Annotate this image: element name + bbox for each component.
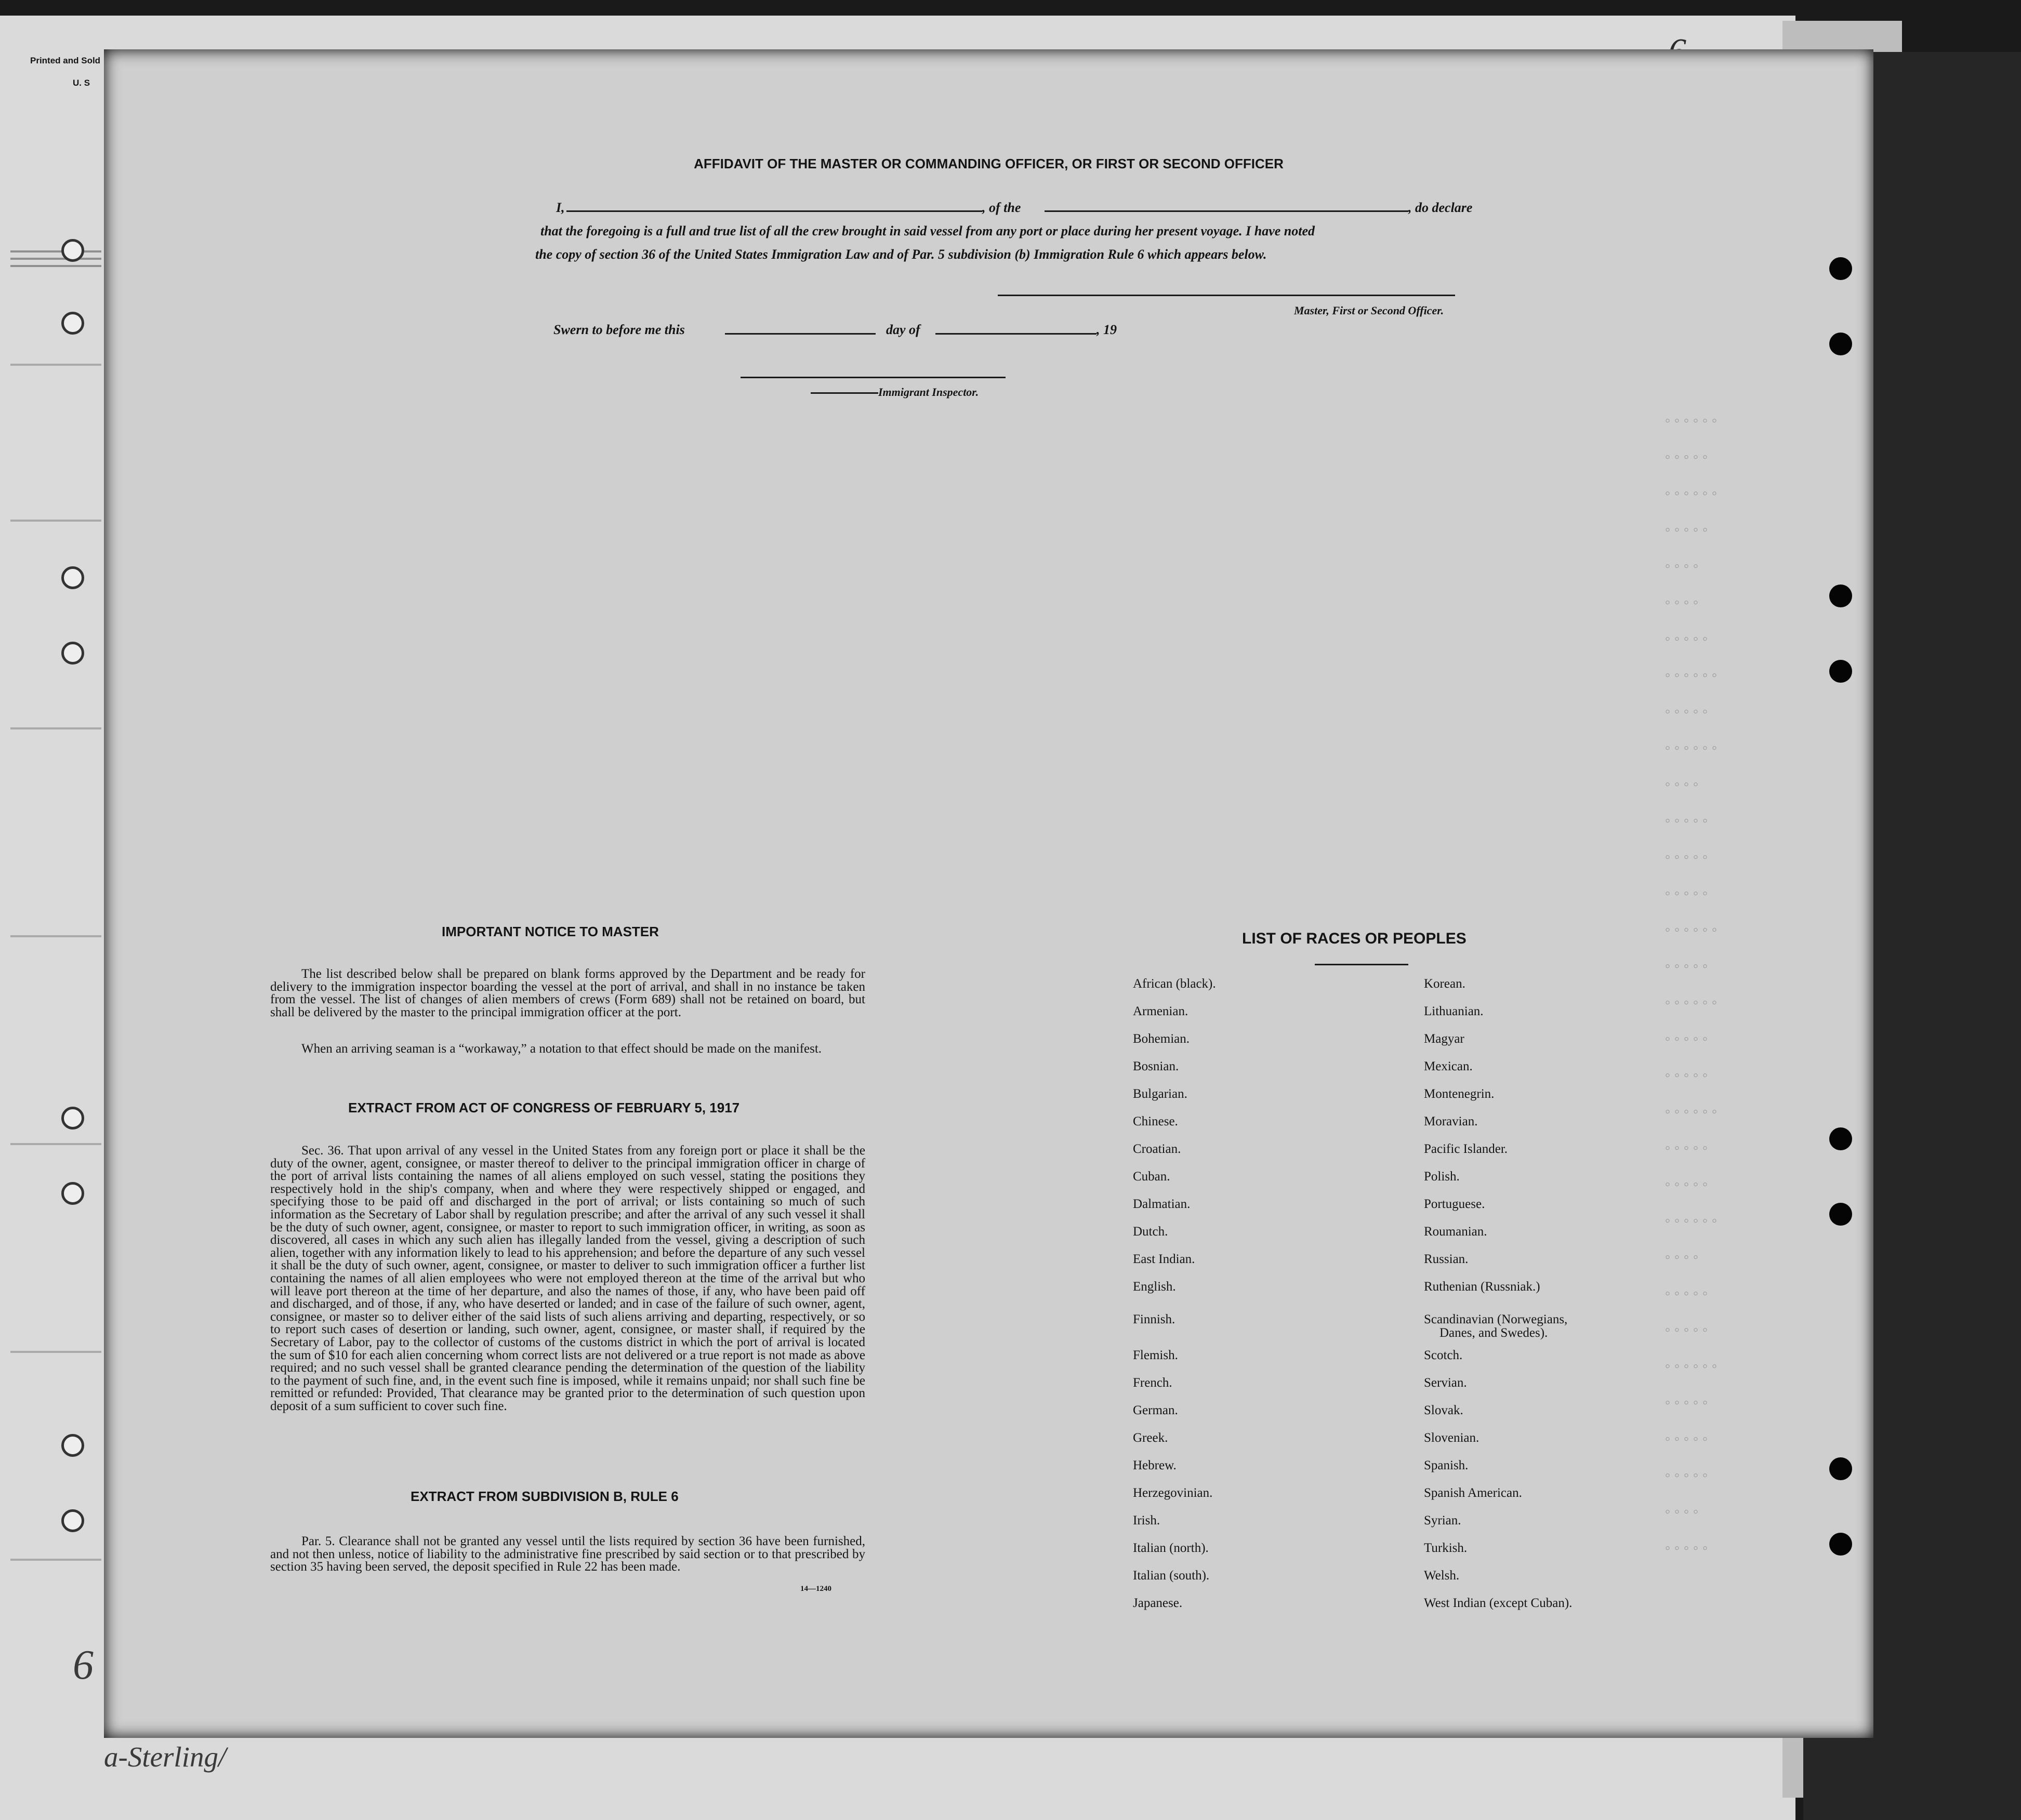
race-item: Bulgarian. [1133, 1087, 1187, 1101]
binder-ring-hole [61, 239, 84, 262]
binder-ring-hole [61, 1509, 84, 1532]
races-title-underline [1315, 964, 1408, 965]
punch-hole [1829, 1203, 1852, 1226]
bottom-margin-scribble: 6 [73, 1642, 94, 1688]
race-item: Flemish. [1133, 1348, 1178, 1362]
binder-ring-hole [61, 1182, 84, 1205]
printed-and-sold-note: Printed and Sold [30, 56, 101, 65]
race-item: Finnish. [1133, 1312, 1175, 1326]
race-item: Hebrew. [1133, 1458, 1177, 1472]
race-item: Roumanian. [1424, 1225, 1487, 1239]
race-item: Polish. [1424, 1170, 1460, 1184]
bottom-signature: a-Sterling/ [104, 1741, 227, 1773]
punch-hole [1829, 660, 1852, 683]
affidavit-line3: the copy of section 36 of the United States Immigration Law and of Par. 5 subdivision (b) Immigration Rule 6 which appears below. [535, 247, 1267, 262]
race-item: Croatian. [1133, 1142, 1181, 1156]
binder-ring-hole [61, 1107, 84, 1130]
sworn-day-line [725, 333, 876, 335]
race-item: Welsh. [1424, 1569, 1460, 1583]
extract-act-body [270, 1145, 865, 1413]
sworn-month-line [935, 333, 1097, 335]
race-item: Scotch. [1424, 1348, 1463, 1362]
race-item: Magyar [1424, 1032, 1464, 1046]
us-mark: U. S [73, 78, 90, 88]
inspector-dash-line [811, 392, 878, 394]
affidavit-line1-of-the: , of the [982, 200, 1021, 215]
punch-hole [1829, 584, 1852, 607]
sworn-prefix: Swern to before me this [553, 322, 685, 337]
race-item: Dalmatian. [1133, 1197, 1191, 1211]
race-item: Russian. [1424, 1252, 1469, 1266]
race-item: Herzegovinian. [1133, 1486, 1213, 1500]
race-item: Montenegrin. [1424, 1087, 1495, 1101]
races-title: LIST OF RACES OR PEOPLES [1242, 930, 1467, 947]
race-item: Chinese. [1133, 1114, 1178, 1128]
form-number: 14—1240 [800, 1585, 831, 1593]
affidavit-line1-i: I, [556, 200, 565, 215]
punch-hole [1829, 1127, 1852, 1150]
race-item: Mexican. [1424, 1059, 1473, 1073]
race-item: Japanese. [1133, 1596, 1183, 1610]
affidavit-title: AFFIDAVIT OF THE MASTER OR COMMANDING OFFICER, OR FIRST OR SECOND OFFICER [694, 156, 1284, 171]
race-item: Pacific Islander. [1424, 1142, 1508, 1156]
affidavit-line2: that the foregoing is a full and true list of all the crew brought in said vessel from any port or place during her present voyage. I have noted [540, 223, 1315, 238]
extract-rule-title: EXTRACT FROM SUBDIVISION B, RULE 6 [411, 1489, 679, 1504]
master-name-line [566, 210, 982, 212]
race-item: English. [1133, 1280, 1176, 1294]
sec-label: Sec. 36. [301, 1144, 344, 1158]
race-item: Servian. [1424, 1376, 1467, 1390]
race-item: East Indian. [1133, 1252, 1195, 1266]
punch-hole [1829, 257, 1852, 280]
binder-ring-hole [61, 1434, 84, 1457]
binder-ring-hole [61, 566, 84, 589]
race-item: Spanish. [1424, 1458, 1469, 1472]
race-item: German. [1133, 1403, 1178, 1417]
race-item: Italian (south). [1133, 1569, 1210, 1583]
master-signature-line [998, 295, 1455, 296]
affidavit-line1-do-declare: , do declare [1408, 200, 1473, 215]
race-item: Slovenian. [1424, 1431, 1480, 1445]
sworn-day-of: day of [886, 322, 920, 337]
race-item: Spanish American. [1424, 1486, 1522, 1500]
sec-body: That upon arrival of any vessel in the United States from any foreign port or place it shall be the duty of the owner, agent, consignee, or master thereof to deliver to the principal immigration officer in charge of the port of arrival lists containing the names of all aliens employed on such vessel, stating the positions they respectively hold in the ship's company, when and where they were respectively shipped or engaged, and specifying those to be paid off and discharged in the port of arrival; or lists containing so much of such information as the Secretary of Labor shall by regulation prescribe; and after the arrival of any such vessel it shall be the duty of such owner, agent, consignee, or master to report to such immigration officer, in writing, as soon as discovered, all cases in which any such alien has illegally landed from the vessel, giving a description of such alien, together with any information likely to lead to his apprehension; and before the departure of any such vessel it shall be the duty of such owner, agent, consignee, or master to deliver to such immigration officer a further list containing the names of all alien employees who were not employed thereon at the time of the arrival but who will leave port thereon at the time of her departure, and also the names of those, if any, who have been paid off and discharged, and of those, if any, who have deserted or landed; and in case of the failure of such owner, agent, consignee, or master so to deliver either of the said lists of such aliens arriving and departing, respectively, or so to report such cases of desertion or landing, such owner, agent, consignee, or master shall, if required by the Secretary of Labor, pay to the collector of customs of the customs district in which the port of arrival is located the sum of $10 for each alien concerning whom correct lists are not delivered or a true report is not made as above required; and no such vessel shall be granted clearance pending the determination of the question of the liability to the payment of such fine, and, in the event such fine is imposed, while it remains unpaid; nor shall such fine be remitted or refunded: Provided, That clearance may be granted prior to the determination of such question upon deposit of a sum sufficient to cover such fine. [270, 1144, 865, 1413]
race-item-continuation: Danes, and Swedes). [1439, 1326, 1548, 1340]
race-item: Scandinavian (Norwegians, [1424, 1312, 1568, 1326]
vessel-name-line [1045, 210, 1408, 212]
race-item: Armenian. [1133, 1004, 1188, 1018]
race-item: Portuguese. [1424, 1197, 1485, 1211]
binder-ring-hole [61, 642, 84, 665]
punch-hole [1829, 1457, 1852, 1480]
sworn-year: , 19 [1097, 322, 1117, 337]
punch-hole [1829, 1533, 1852, 1556]
race-item: Korean. [1424, 977, 1465, 991]
race-item: Irish. [1133, 1513, 1160, 1527]
race-item: Dutch. [1133, 1225, 1168, 1239]
race-item: West Indian (except Cuban). [1424, 1596, 1573, 1610]
inspector-signature-line [741, 377, 1006, 378]
notice-title: IMPORTANT NOTICE TO MASTER [442, 924, 659, 939]
notice-para2: When an arriving seaman is a “workaway,” a notation to that effect should be made on the manifest. [301, 1042, 822, 1056]
notice-para1: The list described below shall be prepared on blank forms approved by the Department and be ready for delivery to the immigration inspector boarding the vessel at the port of arrival, and shall in no instance be taken from the vessel. The list of changes of alien members of crews (Form 689) shall not be retained on board, but shall be delivered by the master to the principal immigration officer at the port. [270, 967, 865, 1019]
race-item: Greek. [1133, 1431, 1168, 1445]
race-item: French. [1133, 1376, 1172, 1390]
race-item: Bohemian. [1133, 1032, 1190, 1046]
race-item: Italian (north). [1133, 1541, 1209, 1555]
punch-hole [1829, 333, 1852, 355]
race-item: Moravian. [1424, 1114, 1478, 1128]
race-item: Ruthenian (Russniak.) [1424, 1280, 1540, 1294]
binder-ring-hole [61, 312, 84, 335]
race-item: Syrian. [1424, 1513, 1461, 1527]
race-item: Turkish. [1424, 1541, 1468, 1555]
race-item: Slovak. [1424, 1403, 1463, 1417]
master-signature-label: Master, First or Second Officer. [1294, 304, 1444, 317]
manifest-sheet: ◦◦◦◦◦◦ ◦◦◦◦◦ ◦◦◦◦◦◦ ◦◦◦◦◦ ◦◦◦◦ ◦◦◦◦ ◦◦◦◦◦ ◦◦◦◦◦◦ ◦◦◦◦◦ ◦◦◦◦◦◦ ◦◦◦◦ ◦◦◦◦◦ ◦◦◦◦◦ ◦◦◦◦◦ ◦◦◦◦◦◦ ◦◦◦◦◦ ◦◦◦◦◦◦ ◦◦◦◦◦ ◦◦◦◦◦ ◦◦◦◦◦◦ ◦◦◦◦◦ ◦◦◦◦◦ ◦◦◦◦◦◦ ◦◦◦◦ ◦◦◦◦◦ ◦◦◦◦◦ ◦◦◦◦◦◦ ◦◦◦◦◦ ◦◦◦◦◦ ◦◦◦◦◦ ◦◦◦◦ ◦◦◦◦◦ AFFIDAVIT OF THE MASTER OR COMMANDING OFFICER, OR FIRST OR SECOND OFFICER I, , of the , do declare that the foregoing is a full and true list of all the crew brought in said vessel from any port or place during her present voyage. I have noted the copy of section 36 of the United States Immigration Law and of Par. 5 subdivision (b) Immigration Rule 6 which appears below. Master, First or Second Officer. Swern to before me this day of , 19 Immigrant Inspector. IMPORTANT NOTICE TO MASTER The list described below shall be prepared on blank forms approved by the Department and be ready for delivery to the immigration inspector boarding the vessel at the port of arrival, and shall in no instance be taken from the vessel. The list of changes of alien members of crews (Form 689) shall not be retained on board, but shall be delivered by the master to the principal immigration officer at the port. When an arriving seaman is a “workaway,” a notation to that effect should be made on the manifest. EXTRACT FROM ACT OF CONGRESS OF FEBRUARY 5, 1917 Sec. 36. That upon arrival of any vessel in the United States from any foreign port or place it shall be the duty of the owner, agent, consignee, or master thereof to deliver to the principal immigration officer in charge of the port of arrival lists containing the names of all aliens employed on such vessel, stating the positions they respectively hold in the ship's company, when and where they were respectively shipped or engaged, and specifying those to be paid off and discharged in the port of arrival; or lists containing so much of such information as the Secretary of Labor shall by regulation prescribe; and after the arrival of any such vessel it shall be the duty of such owner, agent, consignee, or master to report to such immigration officer, in writing, as soon as discovered, all cases in which any such alien has illegally landed from the vessel, giving a description of such alien, together with any information likely to lead to his apprehension; and before the departure of any such vessel it shall be the duty of such owner, agent, consignee, or master to deliver to such immigration officer a further list containing the names of all alien employees who were not employed thereon at the time of the arrival but who will leave port thereon at the time of her departure, and also the names of those, if any, who have been paid off and discharged, and of those, if any, who have deserted or landed; and in case of the failure of such owner, agent, consignee, or master so to deliver either of the said lists of such aliens arriving and departing, respectively, or so to report such cases of desertion or landing, such owner, agent, consignee, or master shall, if required by the Secretary of Labor, pay to the collector of customs of the customs district in which the port of arrival is located the sum of $10 for each alien concerning whom correct lists are not delivered or a true report is not made as above required; and no such vessel shall be granted clearance pending the determination of the question of the liability to the payment of such fine, and, in the event such fine is imposed, while it remains unpaid; nor shall such fine be remitted or refunded: Provided, That clearance may be granted prior to the determination of such question upon deposit of a sum sufficient to cover such fine. EXTRACT FROM SUBDIVISION B, RULE 6 Par. 5. Clearance shall not be granted any vessel until the lists required by section 36 have been furnished, and not then unless, notice of liability to the administrative fine prescribed by said section or to that prescribed by section 35 having been served, the deposit specified in Rule 22 has been made. 14—1240 LIST OF RACES OR PEOPLES African (black). Armenian. Bohemian. Bosnian. Bulgarian. Chinese. Croatian. Cuban. Dalmatian. Dutch. East Indian. English. Finnish. Flemish. French. German. Greek. Hebrew. Herzegovinian. Irish. Italian (north). Italian (south). Japanese. Korean. Lithuanian. Magyar Mexican. Montenegrin. Moravian. Pacific Islander. Polish. Portuguese. Roumanian. Russian. Ruthenian (Russniak.) Scandinavian (Norwegians, Danes, and Swedes). Scotch. Servian. Slovak. Slovenian. Spanish. Spanish American. Syrian. Turkish. Welsh. West Indian (except Cuban). [104, 49, 1873, 1738]
inspector-label: Immigrant Inspector. [878, 386, 979, 398]
extract-act-title: EXTRACT FROM ACT OF CONGRESS OF FEBRUARY 5, 1917 [348, 1100, 740, 1115]
race-item: Bosnian. [1133, 1059, 1179, 1073]
race-item: Cuban. [1133, 1170, 1170, 1184]
race-item: Lithuanian. [1424, 1004, 1484, 1018]
race-item: African (black). [1133, 977, 1216, 991]
extract-rule-body: Par. 5. Clearance shall not be granted any vessel until the lists required by section 36 have been furnished, and not then unless, notice of liability to the administrative fine prescribed by said section or to that prescribed by section 35 having been served, the deposit specified in Rule 22 has been made. [270, 1534, 865, 1574]
